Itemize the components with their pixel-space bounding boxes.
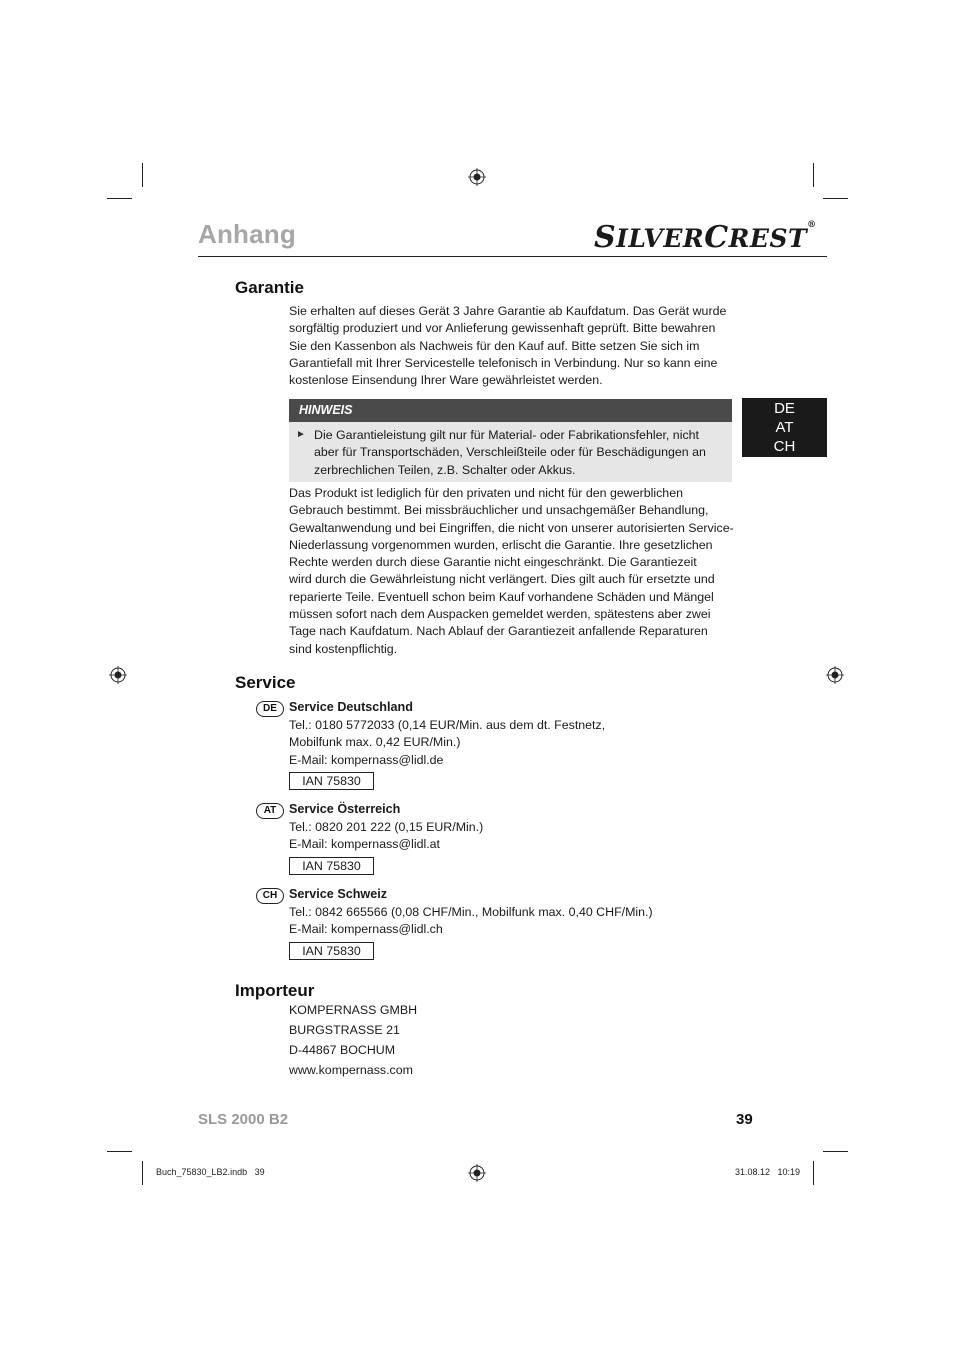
header-divider bbox=[198, 256, 827, 257]
text-line: wird durch die Gewährleistung nicht verlängert. Dies gilt auch für ersetzte und bbox=[289, 572, 715, 587]
country-badge-at: AT bbox=[256, 803, 284, 819]
country-badge-de: DE bbox=[256, 701, 284, 717]
service-name: Service Deutschland bbox=[289, 700, 413, 714]
crop-mark bbox=[823, 1151, 848, 1152]
text-line: Gewaltanwendung und bei Eingriffen, die nicht von unserer autorisierten Service- bbox=[289, 520, 734, 535]
lang-de: DE bbox=[774, 400, 795, 417]
crop-mark bbox=[142, 163, 143, 187]
crop-mark bbox=[813, 163, 814, 187]
text-line: E-Mail: kompernass@lidl.at bbox=[289, 837, 440, 852]
text-line: E-Mail: kompernass@lidl.ch bbox=[289, 922, 443, 937]
text-line: Tel.: 0820 201 222 (0,15 EUR/Min.) bbox=[289, 820, 484, 834]
service-contact bbox=[289, 904, 653, 939]
registration-mark-icon bbox=[826, 666, 844, 684]
service-name: Service Schweiz bbox=[289, 887, 388, 901]
brand-logo: SILVERCREST® bbox=[594, 220, 817, 255]
text-line: Sie erhalten auf dieses Gerät 3 Jahre Garantie ab Kaufdatum. Das Gerät wurde bbox=[289, 304, 727, 318]
garantie-body bbox=[289, 485, 739, 658]
ian-box: IAN 75830 bbox=[289, 857, 374, 875]
text-line: Tel.: 0842 665566 (0,08 CHF/Min., Mobilfunk max. 0,40 CHF/Min.) bbox=[289, 905, 653, 919]
text-line: E-Mail: kompernass@lidl.de bbox=[289, 752, 444, 767]
language-tab bbox=[742, 398, 827, 457]
service-contact bbox=[289, 717, 605, 769]
text-line: sind kostenpflichtig. bbox=[289, 641, 398, 656]
crop-mark bbox=[107, 1151, 132, 1152]
text-line: Das Produkt ist lediglich für den privaten und nicht für den gewerblichen bbox=[289, 486, 683, 500]
text-line: Sie den Kassenbon als Nachweis für den Kauf auf. Bitte setzen Sie sich im bbox=[289, 338, 700, 353]
section-title-service: Service bbox=[235, 673, 296, 692]
crop-mark bbox=[813, 1161, 814, 1185]
ian-box: IAN 75830 bbox=[289, 942, 374, 960]
garantie-intro bbox=[289, 303, 734, 389]
text-line: reparierte Teile. Eventuell schon beim Kauf vorhandene Schäden und Mängel bbox=[289, 589, 714, 604]
service-name: Service Österreich bbox=[289, 802, 401, 816]
slug-file: Buch_75830_LB2.indb 39 bbox=[156, 1167, 265, 1177]
hinweis-label: HINWEIS bbox=[299, 403, 353, 417]
section-title-garantie: Garantie bbox=[235, 278, 304, 297]
importeur-city: D-44867 BOCHUM bbox=[289, 1043, 396, 1057]
crop-mark bbox=[823, 198, 848, 199]
importeur-website: www.kompernass.com bbox=[289, 1063, 413, 1077]
text-line: sorgfältig produziert und vor Anlieferung gewissenhaft geprüft. Bitte bewahren bbox=[289, 321, 716, 336]
country-badge-ch: CH bbox=[256, 888, 284, 904]
text-line: Garantiefall mit Ihrer Servicestelle telefonisch in Verbindung. Nur so kann eine bbox=[289, 355, 718, 370]
text-line: Tage nach Kaufdatum. Nach Ablauf der Garantiezeit anfallende Reparaturen bbox=[289, 624, 708, 639]
hinweis-header bbox=[289, 399, 732, 422]
page-number: 39 bbox=[736, 1111, 753, 1128]
importeur-street: BURGSTRASSE 21 bbox=[289, 1023, 400, 1037]
footer-model: SLS 2000 B2 bbox=[198, 1111, 289, 1128]
ian-box: IAN 75830 bbox=[289, 772, 374, 790]
page-title: Anhang bbox=[198, 219, 296, 249]
text-line: Mobilfunk max. 0,42 EUR/Min.) bbox=[289, 735, 461, 750]
text-line: Niederlassung vorgenommen wurden, erlischt die Garantie. Ihre gesetzlichen bbox=[289, 537, 713, 552]
text-line: müssen sofort nach dem Auspacken gemeldet werden, spätestens aber zwei bbox=[289, 607, 711, 622]
lang-ch: CH bbox=[773, 438, 796, 455]
text-line: Gebrauch bestimmt. Bei missbräuchlicher und unsachgemäßer Behandlung, bbox=[289, 503, 709, 518]
registration-mark-icon bbox=[468, 168, 486, 186]
registration-mark-icon bbox=[109, 666, 127, 684]
slug-date: 31.08.12 10:19 bbox=[735, 1167, 801, 1177]
hinweis-text bbox=[314, 427, 719, 479]
text-line: Rechte werden durch diese Garantie nicht eingeschränkt. Die Garantiezeit bbox=[289, 555, 697, 570]
section-title-importeur: Importeur bbox=[235, 981, 315, 1000]
text-line: zerbrechlichen Teilen, z.B. Schalter oder Akkus. bbox=[314, 462, 576, 477]
lang-at: AT bbox=[775, 419, 794, 436]
bullet-arrow-icon: ► bbox=[296, 429, 306, 440]
text-line: Die Garantieleistung gilt nur für Material- oder Fabrikationsfehler, nicht bbox=[314, 428, 699, 442]
importeur-company: KOMPERNASS GMBH bbox=[289, 1003, 418, 1017]
service-contact bbox=[289, 819, 483, 854]
crop-mark bbox=[142, 1161, 143, 1185]
registration-mark-icon bbox=[468, 1164, 486, 1182]
crop-mark bbox=[107, 198, 132, 199]
text-line: aber für Transportschäden, Verschleißteile oder für Beschädigungen an bbox=[314, 445, 706, 460]
text-line: kostenlose Einsendung Ihrer Ware gewährleistet werden. bbox=[289, 373, 603, 388]
text-line: Tel.: 0180 5772033 (0,14 EUR/Min. aus dem dt. Festnetz, bbox=[289, 718, 606, 732]
